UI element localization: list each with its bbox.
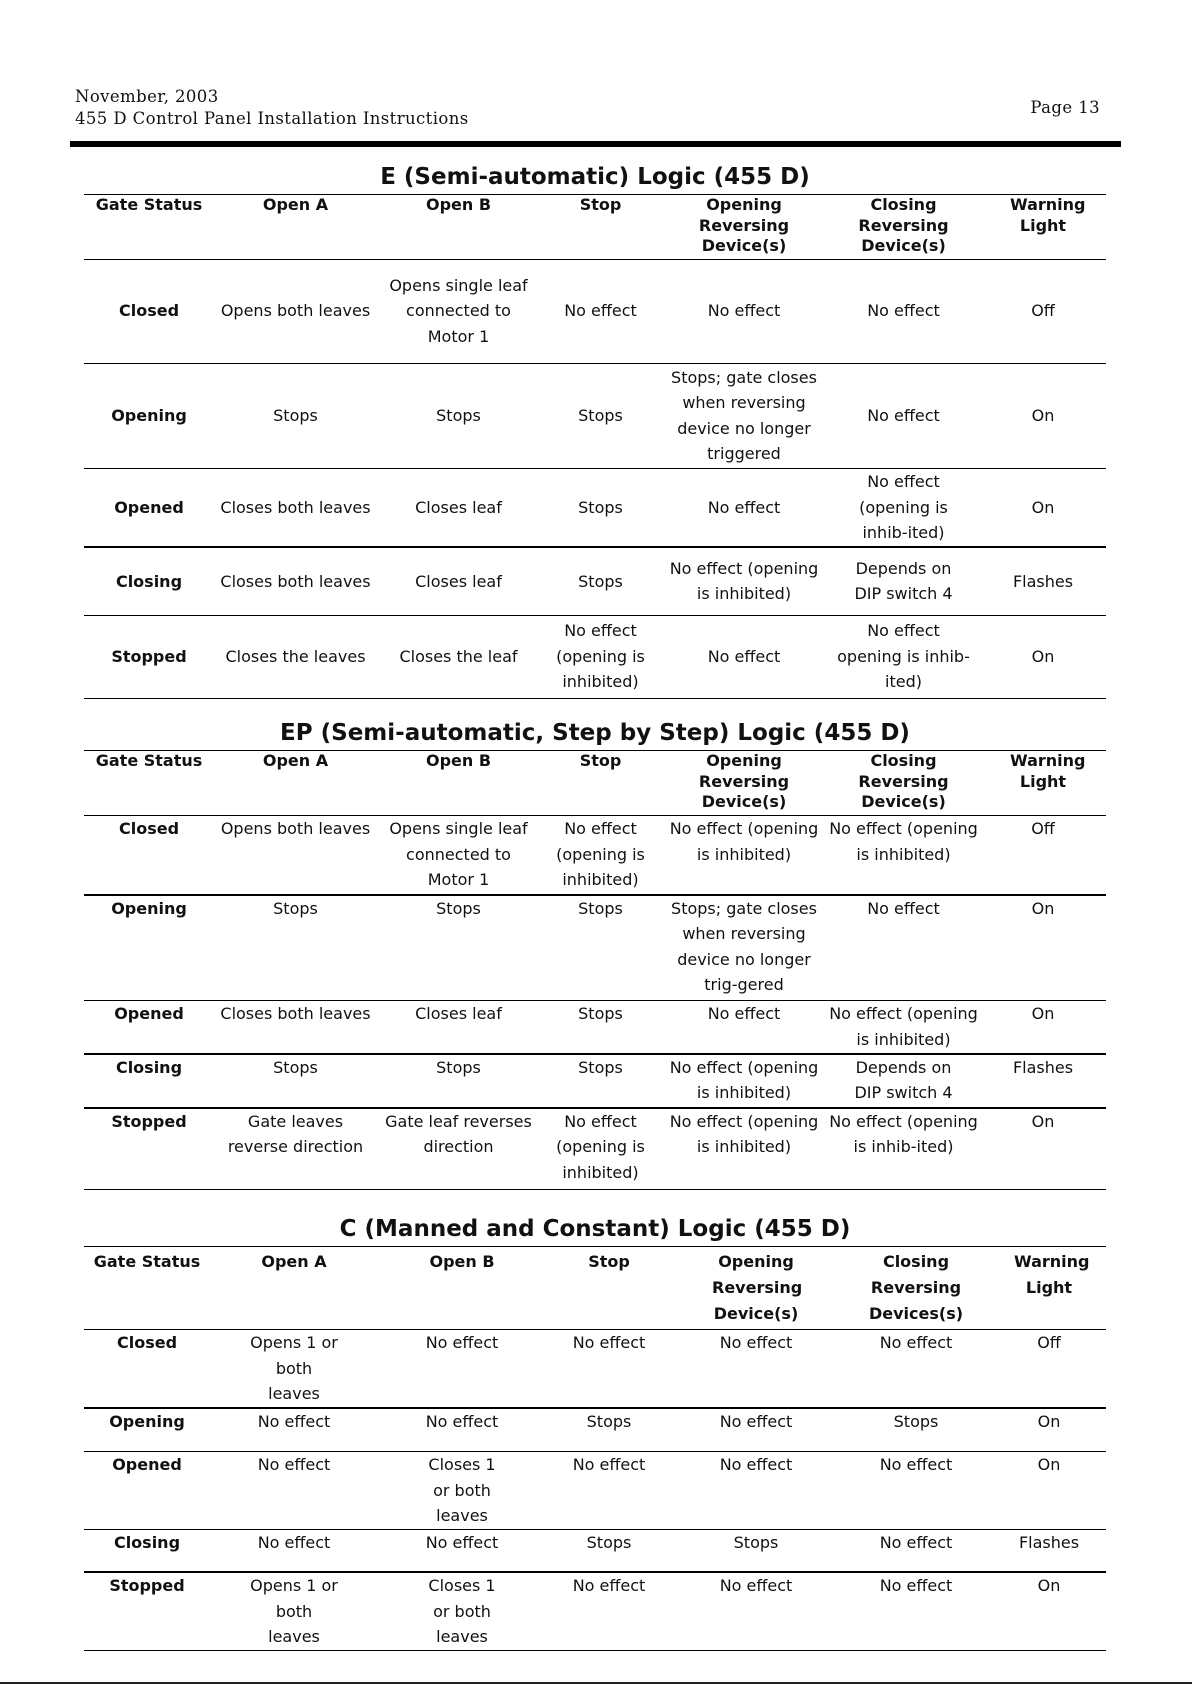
table-row: Stopped Opens 1 or both leaves Closes 1 or both leaves No effect No effect No effect On: [84, 1572, 1106, 1650]
table-row: Closing Closes both leaves Closes leaf Stops No effect (opening is inhibited) Depends on DIP switch 4 Flashes: [84, 547, 1106, 615]
col-gate-status: Gate Status: [95, 751, 203, 770]
table-row: Opened No effect Closes 1 or both leaves No effect No effect No effect On: [84, 1452, 1106, 1530]
e-logic-table: [84, 194, 1106, 699]
header-rule: [70, 141, 1121, 147]
table-row: Opened Closes both leaves Closes leaf Stops No effect No effect (opening is inhibited) On: [84, 1001, 1106, 1054]
section-c-logic: [84, 1212, 1106, 1651]
page-number: Page 13: [1030, 98, 1100, 117]
col-open-b: Open B: [429, 1252, 495, 1271]
ep-logic-table: [84, 750, 1106, 1190]
table-row: Closed Opens both leaves Opens single leaf connected to Motor 1 No effect (opening is inhibited) No effect (opening is inhibited) No effect (opening is inhibited) Off: [84, 816, 1106, 895]
table-row: Opening Stops Stops Stops Stops; gate closes when reversing device no longer triggered No effect On: [84, 363, 1106, 468]
col-opening-reversing: Opening Reversing Device(s): [712, 1252, 803, 1323]
header-date: November, 2003: [75, 87, 219, 106]
col-open-a: Open A: [262, 195, 329, 214]
col-gate-status: Gate Status: [95, 195, 203, 214]
header-doc-title: 455 D Control Panel Installation Instructions: [75, 109, 469, 128]
c-logic-table: [84, 1246, 1106, 1651]
table-row: Opening Stops Stops Stops Stops; gate closes when reversing device no longer trig-gered No effect On: [84, 895, 1106, 1001]
table-row: Closed Opens both leaves Opens single leaf connected to Motor 1 No effect No effect No effect Off: [84, 259, 1106, 363]
col-closing-reversing: Closing Reversing Device(s): [858, 751, 949, 811]
page-bottom-edge: [0, 1682, 1192, 1684]
table-title-e-logic: E (Semi-automatic) Logic (455 D): [380, 164, 810, 190]
col-opening-reversing: Opening Reversing Device(s): [698, 751, 790, 811]
page-header: [75, 86, 469, 130]
table-row: Closing Stops Stops Stops No effect (opening is inhibited) Depends on DIP switch 4 Flashes: [84, 1054, 1106, 1108]
table-row: Stopped Gate leaves reverse direction Gate leaf reverses direction No effect (opening is inhibited) No effect (opening is inhibited) No effect (opening is inhib-ited) On: [84, 1108, 1106, 1190]
table-row: Opening No effect No effect Stops No effect Stops On: [84, 1408, 1106, 1452]
table-title-ep-logic: EP (Semi-automatic, Step by Step) Logic (455 D): [280, 720, 910, 746]
col-open-b: Open B: [425, 751, 492, 770]
col-warning-light: Warning Light: [1014, 1252, 1090, 1297]
col-gate-status: Gate Status: [93, 1252, 201, 1271]
col-open-a: Open A: [262, 751, 329, 770]
table-row: Closing No effect No effect Stops Stops No effect Flashes: [84, 1529, 1106, 1572]
col-warning-light: Warning Light: [1010, 195, 1086, 235]
col-warning-light: Warning Light: [1010, 751, 1086, 791]
col-stop: Stop: [579, 751, 622, 770]
section-ep-logic: [84, 716, 1106, 1190]
col-stop: Stop: [579, 195, 622, 214]
col-opening-reversing: Opening Reversing Device(s): [698, 195, 790, 255]
col-open-a: Open A: [261, 1252, 327, 1271]
col-closing-reversing: Closing Reversing Device(s): [858, 195, 949, 255]
section-e-logic: [84, 160, 1106, 699]
table-header-row: [84, 195, 1106, 260]
table-row: Stopped Closes the leaves Closes the leaf No effect (opening is inhibited) No effect No effect opening is inhib-ited) On: [84, 615, 1106, 698]
col-closing-reversing: Closing Reversing Devices(s): [868, 1252, 964, 1323]
table-header-row: [84, 1247, 1106, 1330]
col-open-b: Open B: [425, 195, 492, 214]
col-stop: Stop: [588, 1252, 630, 1271]
table-header-row: [84, 751, 1106, 816]
table-title-c-logic: C (Manned and Constant) Logic (455 D): [339, 1216, 851, 1242]
table-row: Opened Closes both leaves Closes leaf Stops No effect No effect (opening is inhib-ited) On: [84, 468, 1106, 547]
table-row: Closed Opens 1 or both leaves No effect No effect No effect No effect Off: [84, 1330, 1106, 1408]
